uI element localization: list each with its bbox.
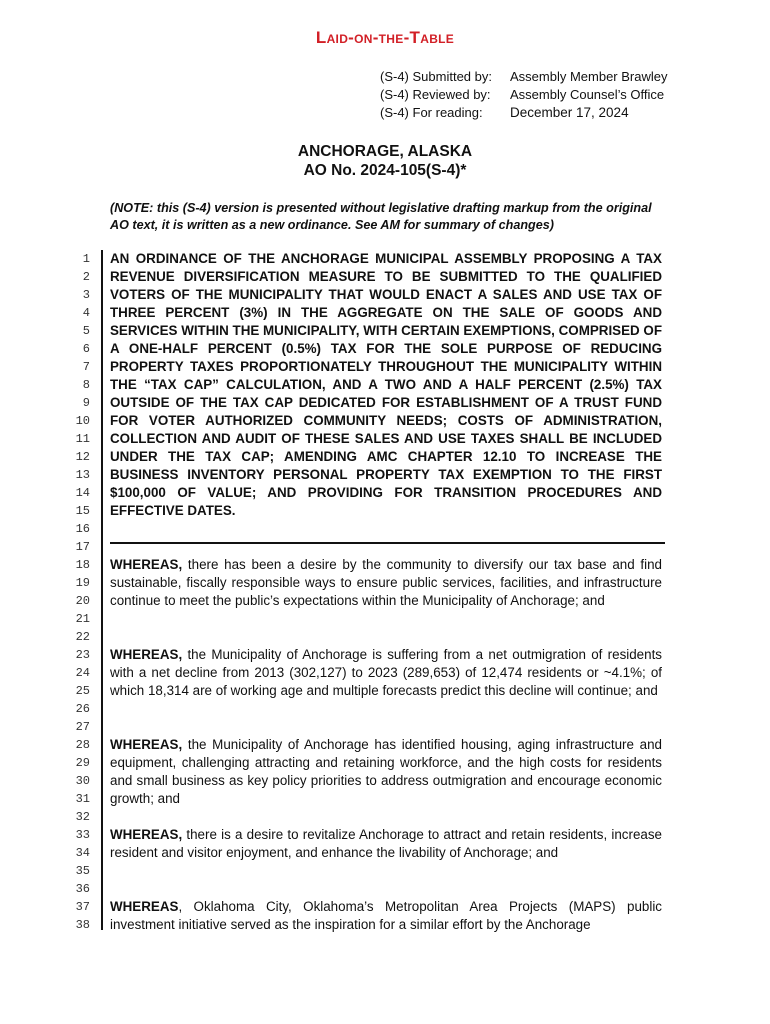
line-number: 15	[75, 504, 90, 518]
line-number: 22	[75, 630, 90, 644]
line-number: 32	[75, 810, 90, 824]
margin-rule	[101, 250, 103, 930]
line-number: 11	[75, 432, 90, 446]
meta-label: (S-4) Submitted by:	[380, 69, 492, 84]
whereas-lead: WHEREAS,	[110, 827, 183, 842]
line-number: 23	[75, 648, 90, 662]
line-number: 3	[82, 288, 90, 302]
ordinance-title: AN ORDINANCE OF THE ANCHORAGE MUNICIPAL ASSEMBLY PROPOSING A TAX REVENUE DIVERSIFICATION MEASURE TO BE SUBMITTED TO THE QUALIFIED VOTERS OF THE MUNICIPALITY THAT WOULD ENACT A SALES AND USE TAX OF THREE PERCENT (3%) IN THE AGGREGATE ON THE SALE OF GOODS AND SERVICES WITHIN THE MUNICIPALITY, WITH CERTAIN EXEMPTIONS, COMPRISED OF A ONE-HALF PERCENT (0.5%) TAX FOR THE SOLE PURPOSE OF REDUCING PROPERTY TAXES PROPORTIONATELY THROUGHOUT THE MUNICIPALITY WITHIN THE “TAX CAP” CALCULATION, AND A TWO AND A HALF PERCENT (2.5%) TAX OUTSIDE OF THE TAX CAP DEDICATED FOR ESTABLISHMENT OF A TRUST FUND FOR VOTER AUTHORIZED COMMUNITY NEEDS; COSTS OF ADMINISTRATION, COLLECTION AND AUDIT OF THESE SALES AND USE TAXES SHALL BE INCLUDED UNDER THE TAX CAP; AMENDING AMC CHAPTER 12.10 TO INCREASE THE BUSINESS INVENTORY PERSONAL PROPERTY TAX EXEMPTION TO THE FIRST $100,000 OF VALUE; AND PROVIDING FOR TRANSITION PROCEDURES AND EFFECTIVE DATES.	[110, 251, 663, 518]
line-number: 1	[82, 252, 90, 266]
line-number: 26	[75, 702, 90, 716]
line-number: 34	[75, 846, 90, 860]
line-number: 7	[82, 360, 90, 374]
line-number: 35	[75, 864, 90, 878]
meta-value: Assembly Counsel’s Office	[510, 87, 665, 102]
line-number: 24	[75, 666, 90, 680]
whereas-lead: WHEREAS	[110, 899, 179, 914]
whereas-lead: WHEREAS,	[110, 557, 183, 572]
title-line-1: ANCHORAGE, ALASKA	[297, 143, 473, 160]
whereas-paragraph	[110, 736, 662, 808]
line-number: 16	[75, 522, 90, 536]
line-number: 8	[82, 378, 90, 392]
line-number: 37	[75, 900, 90, 914]
line-number: 30	[75, 774, 90, 788]
line-number: 18	[75, 558, 90, 572]
meta-row-submitted	[380, 68, 668, 86]
whereas-text: the Municipality of Anchorage has identified housing, aging infrastructure and equipment, challenging attracting and retaining workforce, and the high costs for residents and small business as key policy priorities to address outmigration and encourage economic growth; and	[110, 737, 662, 806]
title-divider	[110, 542, 665, 544]
meta-row-reviewed	[380, 86, 668, 104]
line-number: 14	[75, 486, 90, 500]
line-number: 19	[75, 576, 90, 590]
whereas-paragraph	[110, 556, 662, 610]
line-number: 13	[75, 468, 90, 482]
line-number: 6	[82, 342, 90, 356]
meta-value: December 17, 2024	[510, 105, 629, 120]
whereas-text: there is a desire to revitalize Anchorage to attract and retain residents, increase resident and visitor enjoyment, and enhance the livability of Anchorage; and	[110, 827, 662, 860]
document-title	[0, 142, 770, 180]
line-number: 9	[82, 396, 90, 410]
line-number: 4	[82, 306, 90, 320]
line-number: 31	[75, 792, 90, 806]
line-number: 29	[75, 756, 90, 770]
version-note: (NOTE: this (S-4) version is presented without legislative drafting markup from the original AO text, it is written as a new ordinance. See AM for summary of changes)	[110, 201, 652, 232]
whereas-paragraph	[110, 898, 662, 934]
line-number: 2	[82, 270, 90, 284]
line-number: 33	[75, 828, 90, 842]
line-number: 28	[75, 738, 90, 752]
whereas-lead: WHEREAS,	[110, 647, 183, 662]
line-number: 38	[75, 918, 90, 932]
line-number: 36	[75, 882, 90, 896]
line-number: 10	[75, 414, 90, 428]
whereas-paragraph	[110, 826, 662, 862]
status-header: Laid-on-the-Table	[315, 28, 455, 47]
meta-label: (S-4) For reading:	[380, 105, 483, 120]
line-number: 20	[75, 594, 90, 608]
whereas-paragraph	[110, 646, 662, 700]
title-line-2: AO No. 2024-105(S-4)*	[303, 162, 467, 179]
line-number: 27	[75, 720, 90, 734]
meta-label: (S-4) Reviewed by:	[380, 87, 491, 102]
line-number: 17	[75, 540, 90, 554]
line-number: 25	[75, 684, 90, 698]
meta-value: Assembly Member Brawley	[510, 69, 668, 84]
whereas-text: there has been a desire by the community to diversify our tax base and find sustainable, fiscally responsible ways to ensure public services, facilities, and infrastructure continue to meet the public’s expectations within the Municipality of Anchorage; and	[110, 557, 662, 608]
whereas-text: the Municipality of Anchorage is suffering from a net outmigration of residents with a net decline from 2013 (302,127) to 2023 (289,653) of 12,474 residents or ~4.1%; of which 18,314 are of working age and multiple forecasts predict this decline will continue; and	[110, 647, 662, 698]
meta-row-reading	[380, 104, 668, 122]
whereas-text: , Oklahoma City, Oklahoma’s Metropolitan Area Projects (MAPS) public investment initiative served as the inspiration for a similar effort by the Anchorage	[110, 899, 662, 932]
whereas-lead: WHEREAS,	[110, 737, 183, 752]
line-number: 5	[82, 324, 90, 338]
submission-meta	[380, 68, 668, 122]
line-number: 21	[75, 612, 90, 626]
line-number: 12	[75, 450, 90, 464]
